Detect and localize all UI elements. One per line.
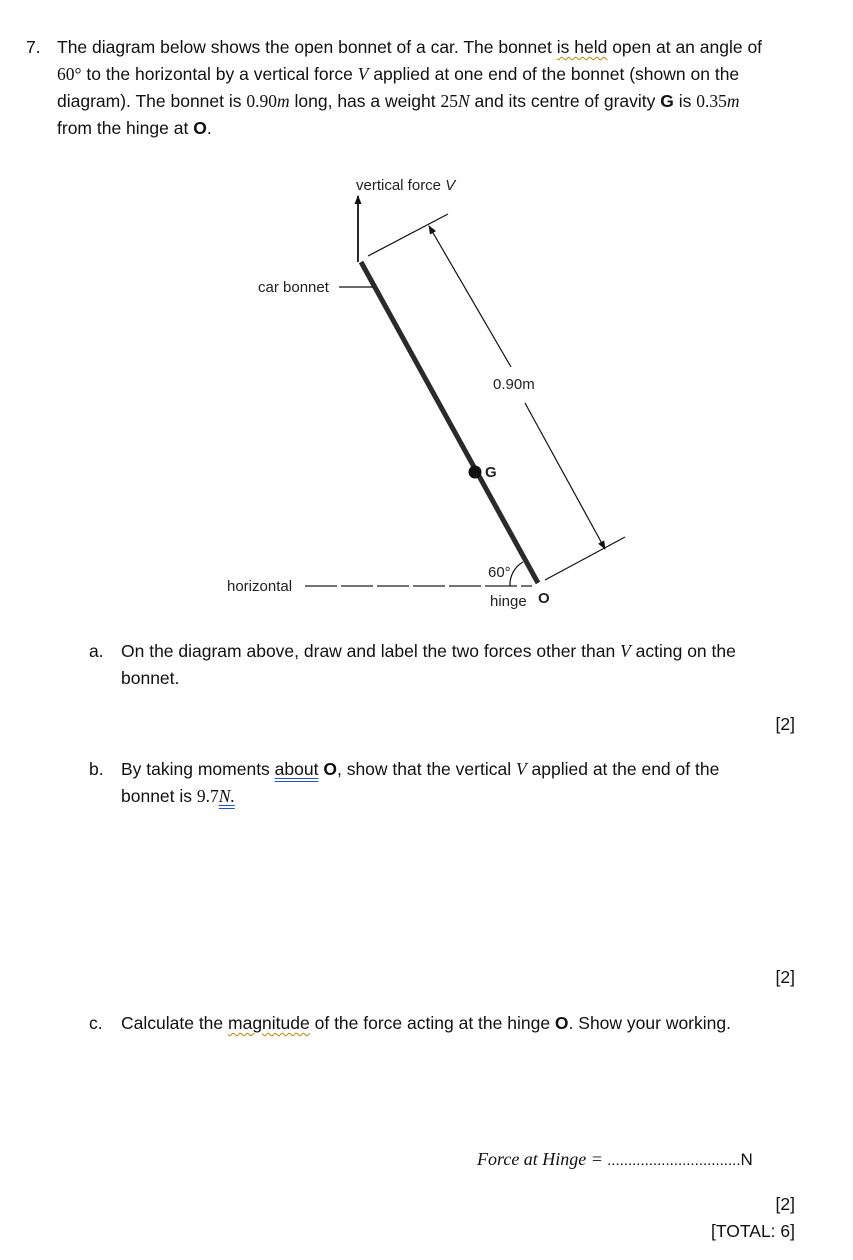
intro-text-9: . bbox=[206, 118, 212, 138]
cg-label: G bbox=[660, 91, 674, 111]
part-c-magnitude: magnitude bbox=[228, 1013, 310, 1033]
part-c-text-3: . Show your working. bbox=[568, 1013, 731, 1033]
part-b-letter: b. bbox=[89, 759, 104, 779]
hinge-label-text: O bbox=[193, 118, 207, 138]
dimension-tick-bottom bbox=[545, 537, 625, 580]
force-symbol: V bbox=[357, 64, 369, 84]
part-c-marks: [2] bbox=[775, 1194, 795, 1214]
part-c-o: O bbox=[554, 1013, 569, 1033]
total-marks: [TOTAL: 6] bbox=[711, 1221, 795, 1241]
cg-dist-value: 0.35 bbox=[696, 91, 727, 111]
intro-text-2: open at an angle of bbox=[607, 37, 763, 57]
o-label: O bbox=[538, 590, 550, 607]
intro-held-word: is held bbox=[556, 37, 608, 57]
intro-text-1: The diagram below shows the open bonnet of a car. The bonnet bbox=[57, 37, 557, 57]
weight-value: 25 bbox=[440, 91, 458, 111]
angle-label: 60° bbox=[488, 564, 511, 581]
intro-text-3: to the horizontal by a vertical force bbox=[81, 64, 358, 84]
part-c-text-2: of the force acting at the hinge bbox=[309, 1013, 555, 1033]
intro-text-6: and its centre of gravity bbox=[469, 91, 661, 111]
part-c-text-1: Calculate the bbox=[121, 1013, 229, 1033]
intro-text-5: long, has a weight bbox=[289, 91, 441, 111]
part-c-text bbox=[121, 1010, 781, 1037]
weight-unit: N bbox=[457, 91, 470, 111]
length-label: 0.90m bbox=[493, 376, 535, 393]
length-unit: m bbox=[277, 91, 290, 111]
intro-text-4: applied at one end of the bonnet (shown on the diagram). The bonnet is bbox=[57, 64, 740, 111]
hinge-force-answer-line[interactable] bbox=[477, 1146, 753, 1174]
intro-text-8: from the hinge at bbox=[57, 118, 194, 138]
length-value: 0.90 bbox=[246, 91, 277, 111]
part-b-marks: [2] bbox=[775, 967, 795, 987]
part-a-text-2: acting on the bonnet. bbox=[121, 641, 736, 688]
horizontal-label: horizontal bbox=[227, 578, 293, 595]
part-a-symbol: V bbox=[620, 641, 631, 661]
part-b-text-4: bonnet is bbox=[121, 786, 197, 806]
intro-text-7: is bbox=[673, 91, 697, 111]
car-bonnet-label: car bonnet bbox=[258, 279, 329, 296]
vertical-force-label: vertical force V bbox=[356, 177, 456, 194]
centre-of-gravity-dot bbox=[469, 466, 482, 479]
part-c-letter: c. bbox=[89, 1013, 103, 1033]
question-number: 7. bbox=[26, 37, 41, 57]
part-b-text bbox=[121, 756, 781, 810]
part-b-unit: N. bbox=[218, 786, 235, 806]
part-b-o: O bbox=[323, 759, 337, 779]
angle-value: 60° bbox=[57, 64, 82, 84]
part-a-text bbox=[121, 638, 781, 692]
part-b-about: about bbox=[274, 759, 319, 779]
answer-dots[interactable]: ................................ bbox=[602, 1152, 741, 1169]
answer-unit: N bbox=[740, 1150, 753, 1169]
part-b-symbol: V bbox=[515, 759, 527, 779]
hinge-label: hinge bbox=[490, 593, 527, 610]
dimension-arrow-lower bbox=[525, 403, 605, 549]
part-b-text-1: By taking moments bbox=[121, 759, 275, 779]
bonnet-bar bbox=[361, 262, 538, 583]
angle-arc bbox=[510, 562, 523, 586]
answer-label: Force at Hinge = bbox=[477, 1149, 603, 1169]
g-label: G bbox=[485, 464, 497, 481]
part-b-text-2: , show that the vertical bbox=[336, 759, 516, 779]
part-a-marks: [2] bbox=[775, 714, 795, 734]
dimension-tick-top bbox=[368, 214, 448, 256]
dimension-arrow-upper bbox=[429, 226, 511, 367]
part-b-text-3: applied at the end of the bbox=[526, 759, 720, 779]
cg-dist-unit: m bbox=[726, 91, 740, 111]
part-a-text-1: On the diagram above, draw and label the two forces other than bbox=[121, 641, 621, 661]
part-a-letter: a. bbox=[89, 641, 104, 661]
part-b-value: 9.7 bbox=[196, 786, 219, 806]
